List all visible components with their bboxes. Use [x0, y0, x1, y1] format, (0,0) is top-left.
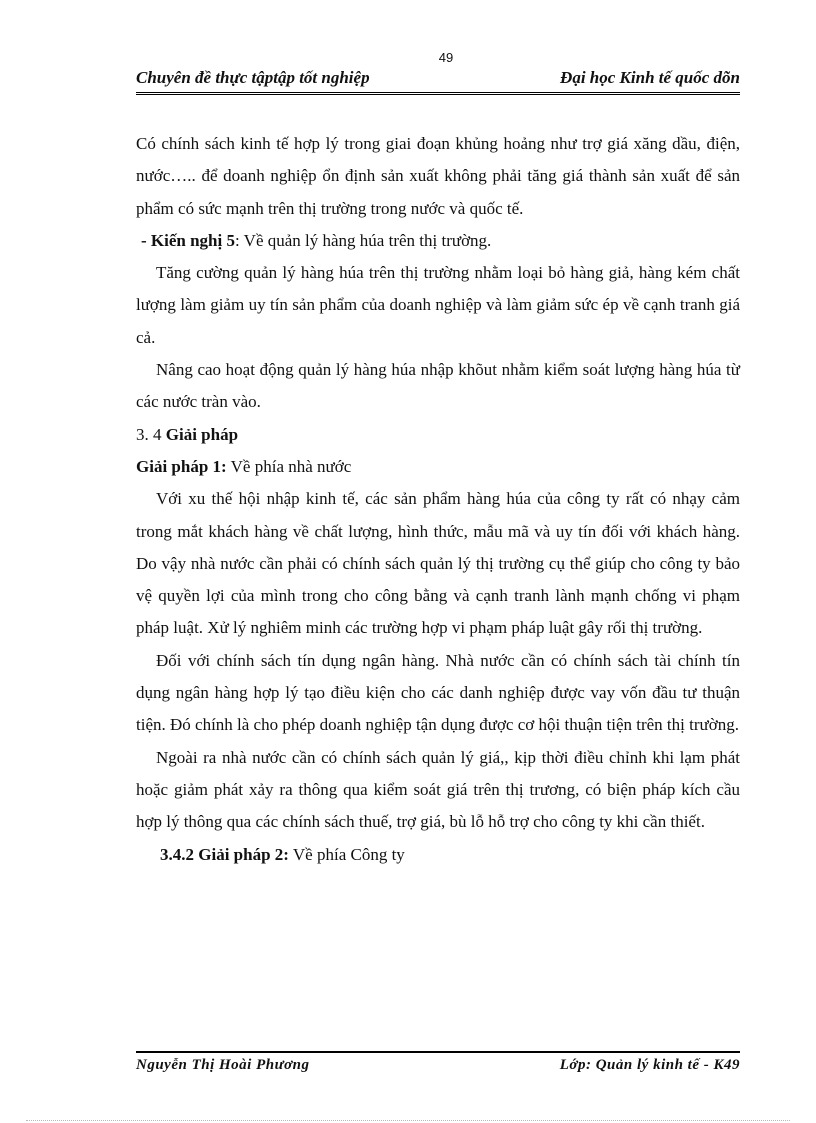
solution-2-label: 3.4.2 Giải pháp 2:: [160, 844, 289, 864]
footer-author: Nguyễn Thị Hoài Phương: [136, 1057, 310, 1073]
section-heading: [136, 419, 740, 451]
section-title: Giải pháp: [165, 424, 239, 444]
page-edge-divider: [26, 1120, 790, 1121]
paragraph-market-management: Tăng cường quản lý hàng húa trên thị trường nhằm loại bỏ hàng giả, hàng kém chất lượng làm giảm uy tín sản phẩm của doanh nghiệp và làm giảm sức ép về cạnh tranh giá cả.: [136, 263, 740, 347]
solution-1-label: Giải pháp 1:: [136, 456, 227, 476]
paragraph-import-control: Nâng cao hoạt động quản lý hàng húa nhập khõut nhằm kiểm soát lượng hàng húa từ các nước tràn vào.: [136, 360, 740, 412]
solution-1-heading: [136, 451, 740, 483]
recommendation-5-label: - Kiến nghị 5: [141, 230, 235, 250]
solution-2-text: Về phía Công ty: [288, 844, 405, 864]
header-document-title: Chuyên đề thực tậptập tốt nghiệp: [136, 68, 370, 87]
document-body: [136, 128, 740, 871]
footer-class: Lớp: Quản lý kinh tế - K49: [559, 1057, 740, 1073]
recommendation-5: [136, 225, 740, 257]
paragraph-integration: Với xu thế hội nhập kinh tế, các sản phẩm hàng húa của công ty rất có nhạy cảm trong mắt khách hàng về chất lượng, hình thức, mẫu mã và uy tín đối với khách hàng. Do vậy nhà nước cần phải có chính sách quản lý thị trường cụ thể giúp cho công ty bảo vệ quyền lợi của mình trong cho công bằng và cạnh tranh lành mạnh chống vi phạm pháp luật. Xử lý nghiêm minh các trường hợp vi phạm pháp luật gây rối thị trường.: [136, 489, 740, 638]
recommendation-5-text: : Về quản lý hàng húa trên thị trường.: [235, 230, 492, 250]
solution-2-heading: [136, 839, 740, 871]
paragraph-price-management: Ngoài ra nhà nước cần có chính sách quản lý giá,, kịp thời điều chỉnh khi lạm phát hoặc giảm phát xảy ra thông qua kiểm soát giá trên thị trương, có biện pháp kích cầu hợp lý thông qua các chính sách thuế, trợ giá, bù lỗ hỗ trợ cho công ty khi cần thiết.: [136, 747, 740, 832]
page-number: 49: [438, 50, 454, 65]
paragraph-credit-policy: Đối với chính sách tín dụng ngân hàng. Nhà nước cần có chính sách tài chính tín dụng ngân hàng hợp lý tạo điều kiện cho các danh nghiệp được vay vốn đầu tư thuận tiện. Đó chính là cho phép doanh nghiệp tận dụng được cơ hội thuận tiện trên thị trường.: [136, 650, 740, 735]
page-footer: [136, 1051, 740, 1079]
section-number: 3. 4: [136, 424, 166, 444]
solution-1-text: Về phía nhà nước: [226, 456, 352, 476]
header-university: Đại học Kinh tế quốc dõn: [560, 68, 740, 87]
paragraph-policy: Có chính sách kinh tế hợp lý trong giai đoạn khủng hoảng như trợ giá xăng dầu, điện, nước….. để doanh nghiệp ổn định sản xuất không phải tăng giá thành sản xuất để sản phẩm có sức mạnh trên thị trường trong nước và quốc tế.: [136, 134, 740, 218]
page-header: [136, 66, 740, 95]
